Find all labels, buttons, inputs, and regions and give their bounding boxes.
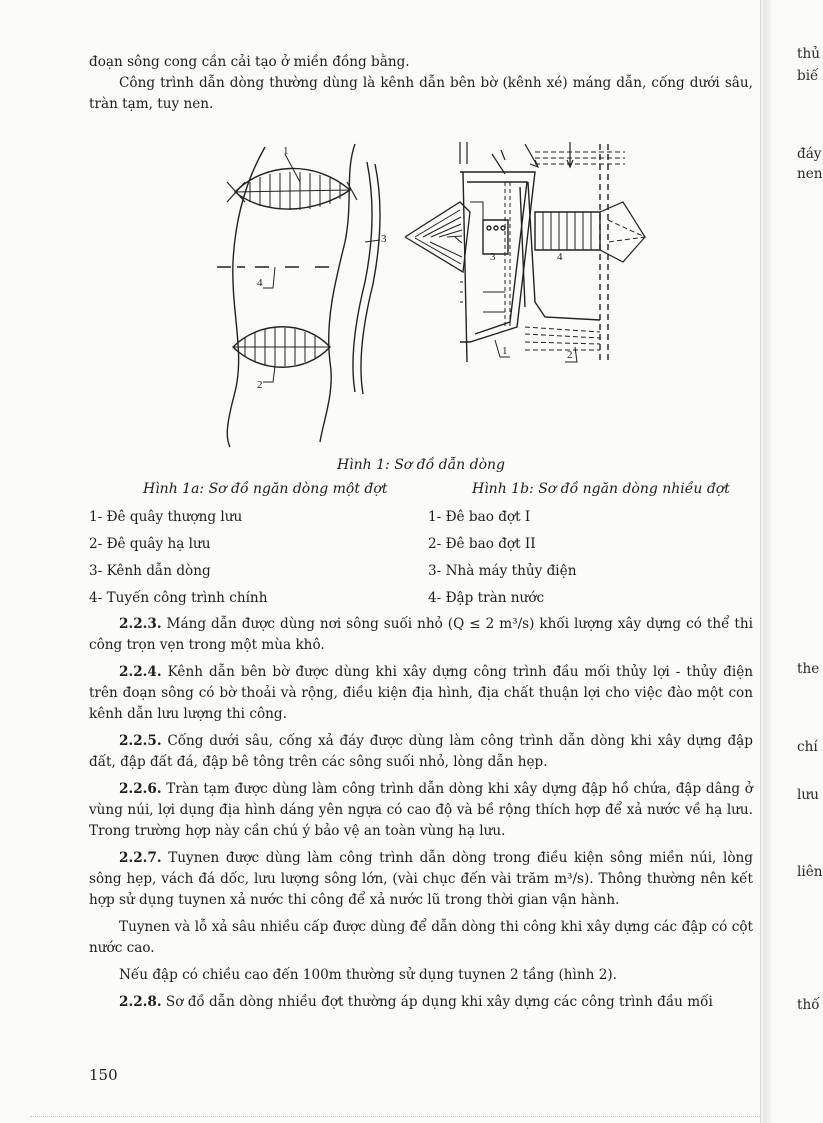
intro-block [89,52,753,115]
label-1b-3: 3 [490,251,496,263]
scan-edge-line [30,1116,760,1118]
legend-1b-item-4: 4- Đập tràn nước [428,590,545,606]
figure-1b-caption: Hình 1b: Sơ đồ ngăn dòng nhiều đợt [472,481,730,497]
edge-text: biế [797,68,819,84]
figure-caption: Hình 1: Sơ đồ dẫn dòng [336,457,506,473]
section-2-2-7: 2.2.7. Tuynen được dùng làm công trình dẫn dòng trong điều kiện sông miền núi, lòng sông hẹp, vách đá dốc, lưu lượng sông lớn, (vài chục đến vài trăm m³/s). Thông thường nên kết hợp sử dụng tuynen xả nước thi công để xả nước lũ trong thời gian vận hành. [89,850,753,908]
edge-text: liên [797,864,823,880]
section-2-2-8: 2.2.8. Sơ đồ dẫn dòng nhiều đợt thường áp dụng khi xây dựng các công trình đầu mối [119,994,713,1010]
paragraph-tunnel: Tuynen và lỗ xả sâu nhiều cấp được dùng để dẫn dòng thi công khi xây dựng các đập có cột nước cao. [89,919,753,956]
cofferdam-stage-1 [460,172,535,342]
legend-1a-item-4: 4- Tuyến công trình chính [89,590,268,606]
edge-text: nen [797,166,823,182]
intro-line: đoạn sông cong cần cải tạo ở miền đồng bằng. [89,54,410,70]
label-1b-2: 2 [567,349,573,361]
edge-text: đáy [797,146,822,162]
figure-1a-caption: Hình 1a: Sơ đồ ngăn dòng một đợt [143,481,388,497]
edge-text: the [797,661,820,677]
legend-1b-item-2: 2- Đê bao đợt II [428,536,536,552]
edge-text: thủ [797,46,820,62]
body-text [89,614,753,1019]
edge-text: thố [797,997,820,1013]
edge-text: chí [797,739,818,755]
edge-text: lưu [797,787,819,803]
river-bank-right [320,144,355,442]
label-1a-2: 2 [257,379,263,391]
section-2-2-4: 2.2.4. Kênh dẫn bên bờ được dùng khi xây dựng công trình đầu mối thủy lợi - thủy điện trên đoạn sông có bờ thoải và rộng, điều kiện địa hình, địa chất thuận lợi cho việc đào một con kênh dẫn lưu lượng thi công. [89,664,753,722]
section-2-2-6: 2.2.6. Tràn tạm được dùng làm công trình dẫn dòng khi xây dựng đập hồ chứa, đập dâng ở vùng núi, lợi dụng địa hình dáng yên ngựa có cao độ và bề rộng thích hợp để xả nước về hạ lưu. Trong trường hợp này cần chú ý bảo vệ an toàn vùng hạ lưu. [89,781,753,839]
label-1a-1: 1 [283,145,289,157]
adjacent-page-edge [760,0,823,1123]
legend-1a-item-1: 1- Đê quây thượng lưu [89,509,243,525]
canal-channel [353,162,380,394]
intro-paragraph: Công trình dẫn dòng thường dùng là kênh dẫn bên bờ (kênh xé) máng dẫn, cống dưới sâu, tràn tạm, tuy nen. [89,75,753,112]
figure-1-diagram [205,142,645,454]
label-1b-4: 4 [557,251,563,263]
label-1a-3: 3 [381,233,387,245]
legend-1b-item-1: 1- Đê bao đợt I [428,509,531,525]
page-number: 150 [89,1066,118,1084]
legend-1a-item-2: 2- Đê quây hạ lưu [89,536,211,552]
legend-1a-item-3: 3- Kênh dẫn dòng [89,563,211,579]
paragraph-dam-height: Nếu đập có chiều cao đến 100m thường sử dụng tuynen 2 tầng (hình 2). [119,967,618,983]
cofferdam-stage-2 [528,182,600,320]
label-1a-4: 4 [257,277,263,289]
powerhouse [483,220,508,254]
section-2-2-5: 2.2.5. Cống dưới sâu, cống xả đáy được dùng làm công trình dẫn dòng khi xây dựng đập đất, đập đất đá, đập bê tông trên các sông suối nhỏ, lòng dẫn hẹp. [89,733,753,770]
legend-1b-item-3: 3- Nhà máy thủy điện [428,563,577,579]
section-2-2-3: 2.2.3. Máng dẫn được dùng nơi sông suối nhỏ (Q ≤ 2 m³/s) khối lượng xây dựng có thể thi công trọn vẹn trong một mùa khô. [89,616,753,653]
label-1b-1: 1 [502,345,508,357]
